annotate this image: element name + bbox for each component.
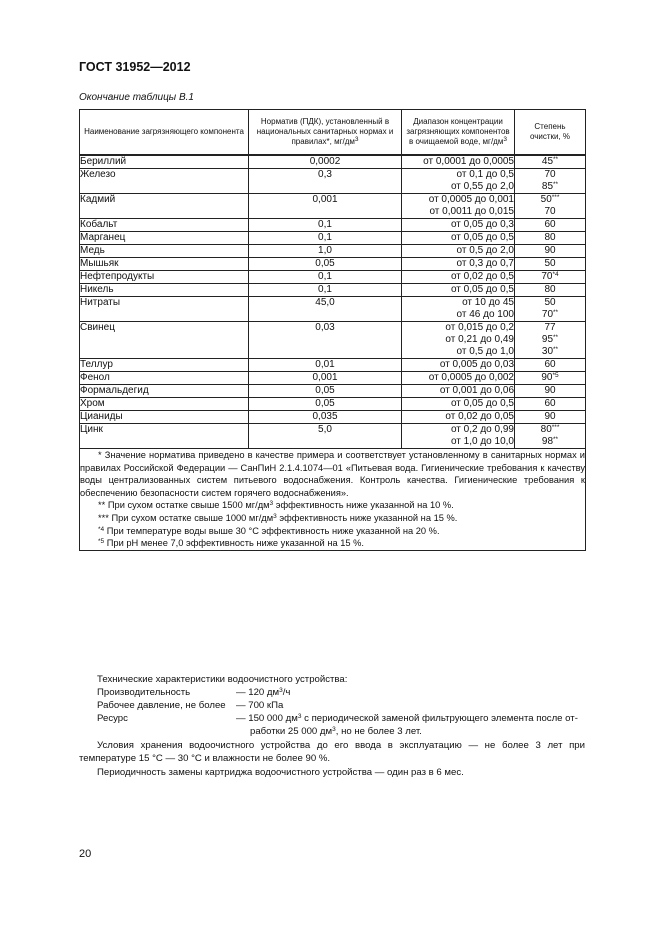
range-line: от 0,2 до 0,99: [450, 424, 514, 435]
pollutants-table: [79, 109, 586, 551]
norm-value: 0,001: [249, 194, 402, 219]
note-3: *** При сухом остатке свыше 1000 $мг/дм^3$ эффективность ниже указанной на 15 %.: [98, 512, 458, 523]
degree-line: 60: [544, 219, 556, 230]
footnote-mark: **: [553, 156, 559, 163]
degree-line: 70: [544, 169, 556, 180]
storage-conditions: Условия хранения водоочистного устройства до его ввода в эксплуатацию — не более 3 лет при температуре 15 °С — 30 °С и влажности не более 90 %.: [79, 740, 585, 764]
column-header-degree: Степень очистки, %: [515, 110, 586, 156]
range-line: от 10 до 45: [462, 297, 514, 308]
range-line: от 0,015 до 0,2: [445, 322, 514, 333]
norm-value: 0,035: [249, 411, 402, 424]
range-line: от 0,05 до 0,3: [450, 219, 514, 230]
footnote-mark: **: [553, 334, 559, 341]
range-line: от 0,02 до 0,05: [445, 411, 514, 422]
note-2: ** При сухом остатке свыше 1500 $мг/дм^3$ эффективность ниже указанной на 10 %.: [98, 500, 454, 511]
column-header-range: Диапазон концентрации загрязняющих компонентов в очищаемой воде, $мг/дм^3$: [402, 110, 515, 156]
spec-pressure: Рабочее давление, не более — 700 кПа: [97, 700, 284, 711]
range-line: от 0,3 до 0,7: [456, 258, 514, 269]
degree-line: 90: [544, 385, 556, 396]
concentration-range: [402, 322, 515, 359]
spec-resource: Ресурс — 150 000 $дм^3$ с периодической заменой фильтрующего элемента после от-: [97, 713, 578, 724]
component-name: Хром: [80, 398, 249, 411]
degree-line: 70$^{*4}$: [541, 271, 559, 282]
note-1: * Значение норматива приведено в качестве примера и соответствует установленному в санитарных нормах и правилах Российской Федерации — СанПиН 2.1.4.1074—01 «Питьевая вода. Гигиенические требования к качеству воды централизованных систем питьевого водоснабжения. Контроль качества. Гигиенические требования к обеспечению безопасности систем горячего водоснабжения».: [80, 450, 585, 498]
norm-value: 0,001: [249, 372, 402, 385]
component-name: Фенол: [80, 372, 249, 385]
standard-designation: ГОСТ 31952—2012: [79, 60, 191, 74]
norm-value: 0,05: [249, 258, 402, 271]
degree-line: 70**: [541, 309, 559, 320]
note-5: $^{*5}$ При pH менее 7,0 эффективность ниже указанной на 15 %.: [98, 538, 364, 549]
component-name: Кобальт: [80, 219, 249, 232]
concentration-range: [402, 169, 515, 194]
cleaning-degree: [515, 359, 586, 372]
page-number: 20: [79, 848, 92, 860]
degree-line: 80: [544, 232, 556, 243]
table-row: [80, 372, 586, 385]
table-row: [80, 258, 586, 271]
table-row: [80, 398, 586, 411]
cleaning-degree: [515, 398, 586, 411]
degree-line: 60: [544, 398, 556, 409]
component-name: Нефтепродукты: [80, 271, 249, 284]
degree-line: 50: [544, 258, 556, 269]
norm-value: 0,1: [249, 271, 402, 284]
concentration-range: [402, 258, 515, 271]
cleaning-degree: [515, 424, 586, 449]
cleaning-degree: [515, 385, 586, 398]
component-name: Свинец: [80, 322, 249, 359]
footnote-mark: ***: [551, 194, 560, 201]
table-row: [80, 232, 586, 245]
range-line: от 0,05 до 0,5: [450, 398, 514, 409]
table-row: [80, 219, 586, 232]
range-line: от 0,05 до 0,5: [450, 232, 514, 243]
spec-performance: Производительность — 120 $дм^3/ч$: [97, 687, 291, 698]
concentration-range: [402, 424, 515, 449]
norm-value: 5,0: [249, 424, 402, 449]
norm-value: 0,01: [249, 359, 402, 372]
degree-line: 85**: [541, 181, 559, 192]
range-line: от 0,21 до 0,49: [445, 334, 514, 345]
concentration-range: [402, 284, 515, 297]
column-header-norm: Норматив (ПДК), установленный в национальных санитарных нормах и правилах*, $мг/дм^3$: [249, 110, 402, 156]
footnote-mark: **: [553, 181, 559, 188]
component-name: Цинк: [80, 424, 249, 449]
degree-line: 70: [544, 206, 556, 217]
degree-line: 30**: [541, 346, 559, 357]
table-row: [80, 245, 586, 258]
cleaning-degree: [515, 271, 586, 284]
range-line: от 0,02 до 0,5: [450, 271, 514, 282]
degree-line: 77: [544, 322, 556, 333]
component-name: Нитраты: [80, 297, 249, 322]
concentration-range: [402, 359, 515, 372]
norm-value: 0,05: [249, 385, 402, 398]
range-line: от 0,5 до 2,0: [456, 245, 514, 256]
component-name: Бериллий: [80, 155, 249, 169]
column-header-component: Наименование загрязняющего компонента: [80, 110, 249, 156]
degree-line: 80: [544, 284, 556, 295]
cleaning-degree: [515, 322, 586, 359]
degree-line: 90: [544, 245, 556, 256]
concentration-range: [402, 194, 515, 219]
specifications: [79, 673, 585, 779]
degree-line: 60: [544, 359, 556, 370]
concentration-range: [402, 219, 515, 232]
concentration-range: [402, 398, 515, 411]
degree-line: 50***: [540, 194, 560, 205]
table-row: [80, 169, 586, 194]
table-row: [80, 284, 586, 297]
degree-line: 45**: [541, 156, 559, 167]
table-row: [80, 385, 586, 398]
table-row: [80, 194, 586, 219]
degree-line: 90$^{*5}$: [541, 372, 559, 383]
footnote-mark: **: [553, 346, 559, 353]
cleaning-degree: [515, 194, 586, 219]
degree-line: 90: [544, 411, 556, 422]
range-line: от 0,05 до 0,5: [450, 284, 514, 295]
norm-value: 0,05: [249, 398, 402, 411]
range-line: от 0,5 до 1,0: [456, 346, 514, 357]
table-row: [80, 297, 586, 322]
component-name: Формальдегид: [80, 385, 249, 398]
range-line: от 0,005 до 0,03: [439, 359, 514, 370]
cleaning-degree: [515, 232, 586, 245]
table-row: [80, 411, 586, 424]
concentration-range: [402, 297, 515, 322]
spec-resource-continued: работки 25 000 $дм^3$, но не более 3 лет.: [250, 726, 422, 737]
table-row: [80, 322, 586, 359]
concentration-range: [402, 372, 515, 385]
cleaning-degree: [515, 245, 586, 258]
table-row: [80, 271, 586, 284]
norm-value: 1,0: [249, 245, 402, 258]
component-name: Медь: [80, 245, 249, 258]
range-line: от 0,0005 до 0,001: [428, 194, 514, 205]
footnote-mark: *5: [552, 372, 559, 379]
norm-value: 0,0002: [249, 155, 402, 169]
cleaning-degree: [515, 169, 586, 194]
norm-value: 0,1: [249, 232, 402, 245]
cartridge-replacement: Периодичность замены картриджа водоочистного устройства — один раз в 6 мес.: [97, 767, 464, 778]
concentration-range: [402, 155, 515, 169]
component-name: Теллур: [80, 359, 249, 372]
range-line: от 0,55 до 2,0: [450, 181, 514, 192]
cleaning-degree: [515, 258, 586, 271]
range-line: от 0,0011 до 0,015: [429, 206, 514, 217]
norm-value: 0,3: [249, 169, 402, 194]
degree-line: 80***: [540, 424, 560, 435]
norm-value: 0,1: [249, 219, 402, 232]
range-line: от 46 до 100: [456, 309, 514, 320]
component-name: Марганец: [80, 232, 249, 245]
notes-row: [80, 449, 586, 551]
range-line: от 1,0 до 10,0: [450, 436, 514, 447]
table-caption: Окончание таблицы В.1: [79, 92, 194, 103]
range-line: от 0,0001 до 0,0005: [423, 156, 514, 167]
cleaning-degree: [515, 372, 586, 385]
norm-value: 0,03: [249, 322, 402, 359]
footnote-mark: ***: [551, 424, 560, 431]
component-name: Железо: [80, 169, 249, 194]
table-row: [80, 155, 586, 169]
component-name: Никель: [80, 284, 249, 297]
range-line: от 0,1 до 0,5: [456, 169, 514, 180]
degree-line: 95**: [541, 334, 559, 345]
component-name: Цианиды: [80, 411, 249, 424]
norm-value: 0,1: [249, 284, 402, 297]
specs-title: Технические характеристики водоочистного устройства:: [97, 674, 348, 685]
concentration-range: [402, 411, 515, 424]
table-row: [80, 359, 586, 372]
table-notes: [80, 449, 586, 551]
footnote-mark: **: [553, 436, 559, 443]
concentration-range: [402, 271, 515, 284]
component-name: Мышьяк: [80, 258, 249, 271]
note-4: $^{*4}$ При температуре воды выше 30 °С эффективность ниже указанной на 20 %.: [98, 525, 440, 536]
cleaning-degree: [515, 219, 586, 232]
degree-line: 50: [544, 297, 556, 308]
concentration-range: [402, 232, 515, 245]
table-header-row: [80, 110, 586, 156]
component-name: Кадмий: [80, 194, 249, 219]
concentration-range: [402, 245, 515, 258]
footnote-mark: *4: [552, 271, 559, 278]
cleaning-degree: [515, 297, 586, 322]
table-row: [80, 424, 586, 449]
cleaning-degree: [515, 284, 586, 297]
degree-line: 98**: [541, 436, 559, 447]
cleaning-degree: [515, 411, 586, 424]
concentration-range: [402, 385, 515, 398]
cleaning-degree: [515, 155, 586, 169]
norm-value: 45,0: [249, 297, 402, 322]
range-line: от 0,0005 до 0,002: [428, 372, 514, 383]
range-line: от 0,001 до 0,06: [439, 385, 514, 396]
table-body: [80, 155, 586, 449]
footnote-mark: **: [553, 309, 559, 316]
